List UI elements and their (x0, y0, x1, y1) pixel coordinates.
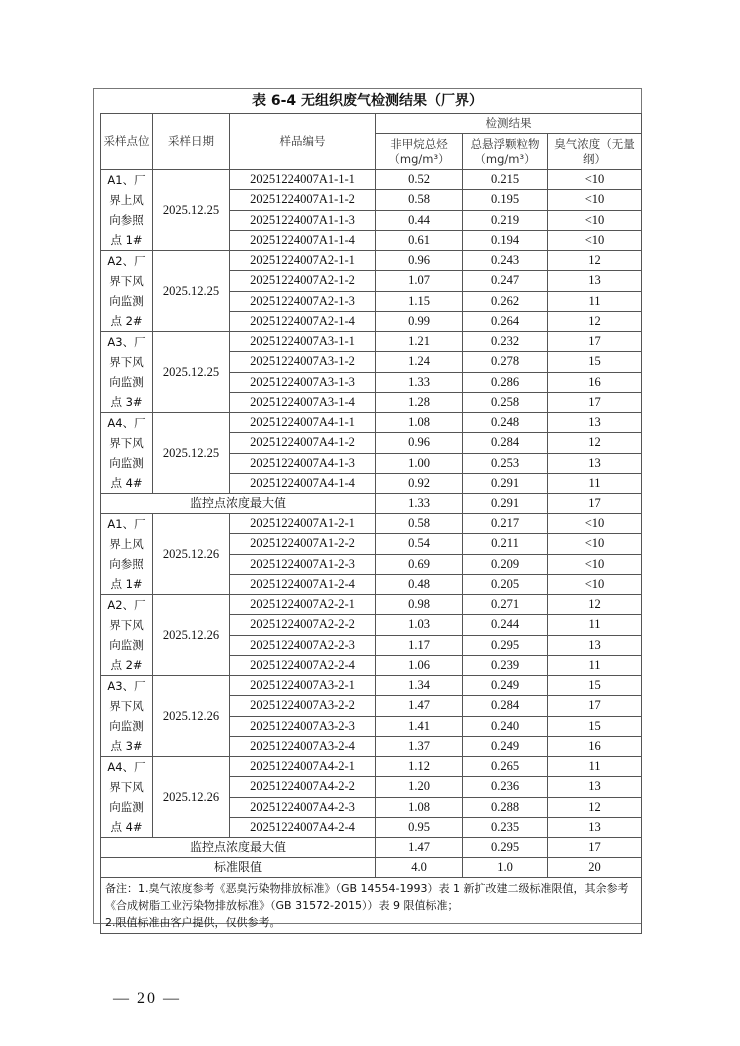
tsp-cell: 0.264 (463, 311, 548, 331)
tsp-cell: 0.271 (463, 595, 548, 615)
tsp-cell: 0.265 (463, 757, 548, 777)
nmhc-cell: 1.08 (376, 413, 463, 433)
odor-cell: 15 (548, 676, 642, 696)
sample-id-cell: 20251224007A4-1-1 (230, 413, 376, 433)
odor-cell: <10 (548, 514, 642, 534)
sample-id-cell: 20251224007A1-1-3 (230, 210, 376, 230)
limit-value: 20 (548, 858, 642, 878)
limit-value: 4.0 (376, 858, 463, 878)
odor-cell: 15 (548, 352, 642, 372)
table-row (101, 251, 642, 271)
date-cell: 2025.12.25 (153, 413, 230, 494)
sample-id-cell: 20251224007A1-2-3 (230, 554, 376, 574)
notes-cell (101, 878, 642, 934)
table-row (101, 514, 642, 534)
date-cell: 2025.12.26 (153, 514, 230, 595)
max-value: 1.47 (376, 838, 463, 858)
tsp-cell: 0.262 (463, 291, 548, 311)
nmhc-cell: 1.21 (376, 332, 463, 352)
tsp-cell: 0.215 (463, 170, 548, 190)
max-value: 1.33 (376, 494, 463, 514)
max-label: 监控点浓度最大值 (101, 838, 376, 858)
odor-cell: 13 (548, 453, 642, 473)
odor-cell: 17 (548, 392, 642, 412)
tsp-cell: 0.248 (463, 413, 548, 433)
odor-cell: 17 (548, 696, 642, 716)
max-value: 17 (548, 838, 642, 858)
tsp-cell: 0.239 (463, 655, 548, 675)
sample-id-cell: 20251224007A2-2-3 (230, 635, 376, 655)
sample-id-cell: 20251224007A4-1-3 (230, 453, 376, 473)
odor-cell: 12 (548, 433, 642, 453)
odor-cell: 11 (548, 655, 642, 675)
tsp-cell: 0.240 (463, 716, 548, 736)
nmhc-cell: 1.37 (376, 736, 463, 756)
odor-cell: <10 (548, 170, 642, 190)
odor-cell: 12 (548, 595, 642, 615)
max-value: 0.291 (463, 494, 548, 514)
odor-cell: <10 (548, 574, 642, 594)
page-number: — 20 — (113, 990, 181, 1007)
tsp-cell: 0.295 (463, 635, 548, 655)
nmhc-cell: 0.48 (376, 574, 463, 594)
odor-cell: 11 (548, 757, 642, 777)
nmhc-cell: 1.24 (376, 352, 463, 372)
tsp-cell: 0.286 (463, 372, 548, 392)
odor-cell: <10 (548, 190, 642, 210)
sample-id-cell: 20251224007A1-1-1 (230, 170, 376, 190)
nmhc-cell: 0.44 (376, 210, 463, 230)
tsp-cell: 0.291 (463, 473, 548, 493)
odor-cell: 13 (548, 271, 642, 291)
table-row (101, 413, 642, 433)
site-cell: A4、厂界下风向监测点 4# (101, 757, 153, 838)
tsp-cell: 0.243 (463, 251, 548, 271)
tsp-cell: 0.247 (463, 271, 548, 291)
sample-id-cell: 20251224007A3-2-2 (230, 696, 376, 716)
tsp-cell: 0.253 (463, 453, 548, 473)
odor-cell: 11 (548, 473, 642, 493)
max-row (101, 838, 642, 858)
sample-id-cell: 20251224007A3-1-4 (230, 392, 376, 412)
sample-id-cell: 20251224007A2-2-4 (230, 655, 376, 675)
tsp-cell: 0.244 (463, 615, 548, 635)
nmhc-cell: 0.95 (376, 817, 463, 837)
header-sample-id: 样品编号 (230, 114, 376, 170)
date-cell: 2025.12.26 (153, 676, 230, 757)
tsp-cell: 0.235 (463, 817, 548, 837)
date-cell: 2025.12.26 (153, 757, 230, 838)
nmhc-cell: 0.52 (376, 170, 463, 190)
header-odor: 臭气浓度（无量纲） (548, 134, 642, 170)
header-date: 采样日期 (153, 114, 230, 170)
tsp-cell: 0.249 (463, 736, 548, 756)
site-cell: A4、厂界下风向监测点 4# (101, 413, 153, 494)
sample-id-cell: 20251224007A4-2-1 (230, 757, 376, 777)
nmhc-cell: 1.06 (376, 655, 463, 675)
odor-cell: 11 (548, 615, 642, 635)
sample-id-cell: 20251224007A1-1-4 (230, 230, 376, 250)
tsp-cell: 0.249 (463, 676, 548, 696)
odor-cell: <10 (548, 534, 642, 554)
odor-cell: 11 (548, 291, 642, 311)
sample-id-cell: 20251224007A3-1-3 (230, 372, 376, 392)
results-table (100, 113, 642, 934)
sample-id-cell: 20251224007A4-2-4 (230, 817, 376, 837)
max-value: 0.295 (463, 838, 548, 858)
sample-id-cell: 20251224007A4-1-4 (230, 473, 376, 493)
sample-id-cell: 20251224007A2-1-2 (230, 271, 376, 291)
nmhc-cell: 1.08 (376, 797, 463, 817)
max-row (101, 494, 642, 514)
header-nmhc: 非甲烷总烃（mg/m³） (376, 134, 463, 170)
sample-id-cell: 20251224007A2-1-4 (230, 311, 376, 331)
odor-cell: 16 (548, 736, 642, 756)
nmhc-cell: 1.47 (376, 696, 463, 716)
tsp-cell: 0.232 (463, 332, 548, 352)
max-label: 监控点浓度最大值 (101, 494, 376, 514)
site-cell: A2、厂界下风向监测点 2# (101, 595, 153, 676)
date-cell: 2025.12.25 (153, 251, 230, 332)
nmhc-cell: 1.00 (376, 453, 463, 473)
sample-id-cell: 20251224007A4-2-2 (230, 777, 376, 797)
table-row (101, 676, 642, 696)
nmhc-cell: 0.58 (376, 514, 463, 534)
sample-id-cell: 20251224007A2-1-3 (230, 291, 376, 311)
site-cell: A1、厂界上风向参照点 1# (101, 170, 153, 251)
tsp-cell: 0.217 (463, 514, 548, 534)
tsp-cell: 0.209 (463, 554, 548, 574)
odor-cell: 12 (548, 251, 642, 271)
header-row (101, 114, 642, 134)
nmhc-cell: 1.03 (376, 615, 463, 635)
nmhc-cell: 1.34 (376, 676, 463, 696)
nmhc-cell: 0.58 (376, 190, 463, 210)
sample-id-cell: 20251224007A2-2-1 (230, 595, 376, 615)
sample-id-cell: 20251224007A1-2-2 (230, 534, 376, 554)
notes-row (101, 878, 642, 934)
odor-cell: 13 (548, 635, 642, 655)
nmhc-cell: 0.92 (376, 473, 463, 493)
date-cell: 2025.12.26 (153, 595, 230, 676)
nmhc-cell: 0.69 (376, 554, 463, 574)
tsp-cell: 0.258 (463, 392, 548, 412)
odor-cell: <10 (548, 210, 642, 230)
odor-cell: 12 (548, 311, 642, 331)
sample-id-cell: 20251224007A2-2-2 (230, 615, 376, 635)
tsp-cell: 0.284 (463, 696, 548, 716)
odor-cell: <10 (548, 230, 642, 250)
limit-label: 标准限值 (101, 858, 376, 878)
table-row (101, 332, 642, 352)
table-row (101, 170, 642, 190)
odor-cell: 17 (548, 332, 642, 352)
site-cell: A3、厂界下风向监测点 3# (101, 676, 153, 757)
sample-id-cell: 20251224007A1-2-1 (230, 514, 376, 534)
site-cell: A1、厂界上风向参照点 1# (101, 514, 153, 595)
table-title: 表 6-4 无组织废气检测结果（厂界） (251, 93, 484, 109)
date-cell: 2025.12.25 (153, 332, 230, 413)
nmhc-cell: 0.99 (376, 311, 463, 331)
nmhc-cell: 1.20 (376, 777, 463, 797)
odor-cell: 13 (548, 817, 642, 837)
header-tsp: 总悬浮颗粒物（mg/m³） (463, 134, 548, 170)
sample-id-cell: 20251224007A3-2-4 (230, 736, 376, 756)
sample-id-cell: 20251224007A3-1-1 (230, 332, 376, 352)
note-line: 2.限值标准由客户提供，仅供参考。 (105, 916, 281, 929)
table-row (101, 757, 642, 777)
sample-id-cell: 20251224007A4-2-3 (230, 797, 376, 817)
tsp-cell: 0.278 (463, 352, 548, 372)
tsp-cell: 0.195 (463, 190, 548, 210)
sample-id-cell: 20251224007A4-1-2 (230, 433, 376, 453)
odor-cell: 13 (548, 777, 642, 797)
nmhc-cell: 1.33 (376, 372, 463, 392)
tsp-cell: 0.236 (463, 777, 548, 797)
site-cell: A2、厂界下风向监测点 2# (101, 251, 153, 332)
odor-cell: <10 (548, 554, 642, 574)
note-line: 备注：1.臭气浓度参考《恶臭污染物排放标准》（GB 14554-1993）表 1 新扩改建二级标准限值，其余参考《合成树脂工业污染物排放标准》（GB 31572-2015））表 9 限值标准； (105, 882, 629, 912)
odor-cell: 15 (548, 716, 642, 736)
nmhc-cell: 0.98 (376, 595, 463, 615)
tsp-cell: 0.219 (463, 210, 548, 230)
sample-id-cell: 20251224007A1-2-4 (230, 574, 376, 594)
sample-id-cell: 20251224007A3-2-3 (230, 716, 376, 736)
header-results: 检测结果 (376, 114, 642, 134)
site-cell: A3、厂界下风向监测点 3# (101, 332, 153, 413)
sample-id-cell: 20251224007A2-1-1 (230, 251, 376, 271)
nmhc-cell: 0.61 (376, 230, 463, 250)
nmhc-cell: 0.96 (376, 251, 463, 271)
nmhc-cell: 1.07 (376, 271, 463, 291)
max-value: 17 (548, 494, 642, 514)
header-site: 采样点位 (101, 114, 153, 170)
sample-id-cell: 20251224007A3-1-2 (230, 352, 376, 372)
odor-cell: 12 (548, 797, 642, 817)
tsp-cell: 0.205 (463, 574, 548, 594)
odor-cell: 16 (548, 372, 642, 392)
tsp-cell: 0.284 (463, 433, 548, 453)
table-row (101, 595, 642, 615)
limit-value: 1.0 (463, 858, 548, 878)
odor-cell: 13 (548, 413, 642, 433)
nmhc-cell: 1.28 (376, 392, 463, 412)
sample-id-cell: 20251224007A3-2-1 (230, 676, 376, 696)
tsp-cell: 0.288 (463, 797, 548, 817)
limit-row (101, 858, 642, 878)
nmhc-cell: 1.15 (376, 291, 463, 311)
nmhc-cell: 1.41 (376, 716, 463, 736)
tsp-cell: 0.194 (463, 230, 548, 250)
nmhc-cell: 0.96 (376, 433, 463, 453)
nmhc-cell: 1.12 (376, 757, 463, 777)
sample-id-cell: 20251224007A1-1-2 (230, 190, 376, 210)
nmhc-cell: 1.17 (376, 635, 463, 655)
tsp-cell: 0.211 (463, 534, 548, 554)
table-frame (93, 88, 642, 929)
nmhc-cell: 0.54 (376, 534, 463, 554)
date-cell: 2025.12.25 (153, 170, 230, 251)
